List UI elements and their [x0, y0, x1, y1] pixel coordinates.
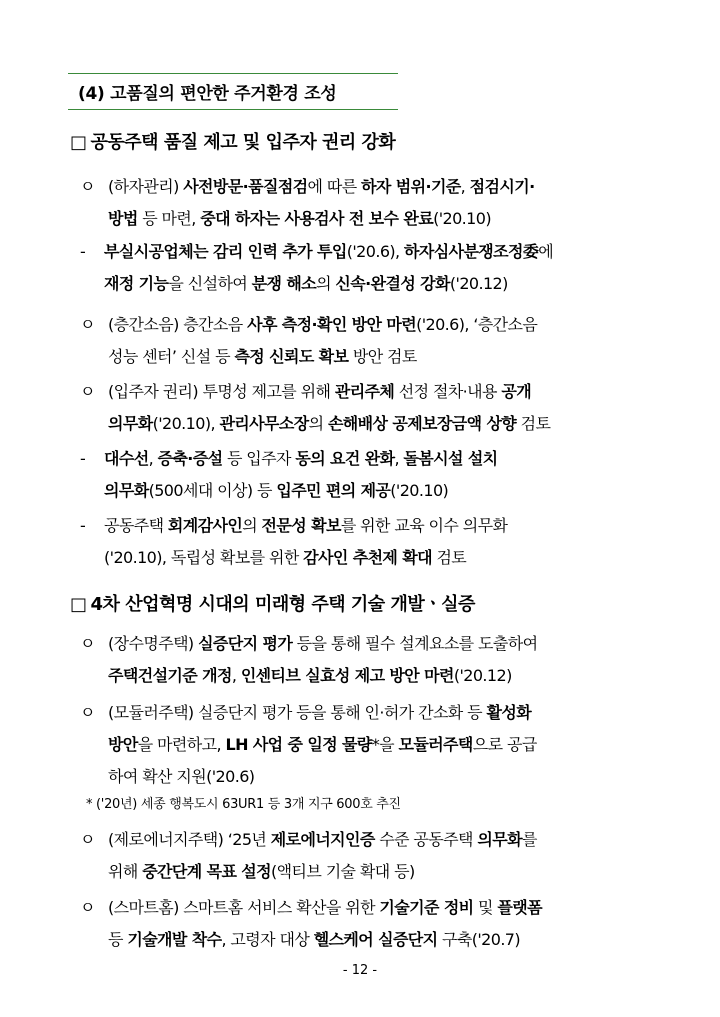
item-text: (스마트홈) 스마트홈 서비스 확산을 위한 기술기준 정비 및 플랫폼 등 기술개발 착수, 고령자 대상 헬스케어 실증단지 구축('20.7) — [108, 898, 542, 949]
item-text: (모듈러주택) 실증단지 평가 등을 통해 인·허가 간소화 등 활성화 방안을 마련하고, LH 사업 중 일정 물량*을 모듈러주택으로 공급 하여 확산 지원('20.6) — [108, 703, 537, 786]
item-text: 공동주택 회계감사인의 전문성 확보를 위한 교육 이수 의무화 ('20.10), 독립성 확보를 위한 감사인 추천제 확대 검토 — [104, 516, 508, 567]
dash-marker: - — [80, 449, 86, 468]
bullet-marker: ㅇ — [80, 830, 95, 849]
page-number: - 12 - — [342, 963, 378, 978]
bullet-marker: ㅇ — [80, 315, 95, 334]
item-text: 대수선, 증축·증설 등 입주자 동의 요건 완화, 돌봄시설 설치 의무화(500세대 이상) 등 입주민 편의 제공('20.10) — [104, 449, 498, 500]
list-item — [80, 824, 655, 881]
footnote: * ('20년) 세종 행복도시 63UR1 등 3개 지구 600호 추진 — [86, 797, 401, 812]
item-text: 부실시공업체는 감리 인력 추가 투입('20.6), 하자심사분쟁조정委에 재정 기능을 신설하여 분쟁 해소의 신속·완결성 강화('20.12) — [104, 242, 554, 293]
bullet-marker: ㅇ — [80, 898, 95, 917]
bullet-marker: ㅇ — [80, 177, 95, 196]
list-item — [80, 697, 655, 786]
bullet-marker: ㅇ — [80, 634, 95, 653]
item-text: (제로에너지주택) ‘25년 제로에너지인증 수준 공동주택 의무화를 위해 중간단계 목표 설정(액티브 기술 확대 등) — [108, 830, 537, 881]
list-item — [80, 892, 655, 949]
item-text: (장수명주택) 실증단지 평가 등을 통해 필수 설계요소를 도출하여 주택건설기준 개정, 인센티브 실효성 제고 방안 마련('20.12) — [108, 634, 538, 685]
bullet-marker: ㅇ — [80, 382, 95, 401]
list-item — [80, 236, 655, 293]
list-item — [80, 443, 655, 500]
list-item — [80, 309, 655, 366]
checkbox-square-icon: □ — [70, 594, 87, 615]
checkbox-square-icon: □ — [70, 132, 87, 153]
bullet-marker: ㅇ — [80, 703, 95, 722]
dash-marker: - — [80, 242, 86, 261]
section-title: (4) 고품질의 편안한 주거환경 조성 — [68, 73, 398, 110]
subsection-title-2: □ 4차 산업혁명 시대의 미래형 주택 기술 개발ㆍ실증 — [70, 594, 475, 615]
list-item — [80, 171, 655, 228]
subsection-title-1: □ 공동주택 품질 제고 및 입주자 권리 강화 — [70, 132, 396, 153]
item-text: (하자관리) 사전방문·품질점검에 따른 하자 범위·기준, 점검시기· 방법 등 마련, 중대 하자는 사용검사 전 보수 완료('20.10) — [108, 177, 535, 228]
item-text: (입주자 권리) 투명성 제고를 위해 관리주체 선정 절차·내용 공개 의무화('20.10), 관리사무소장의 손해배상 공제보장금액 상향 검토 — [108, 382, 551, 433]
dash-marker: - — [80, 516, 86, 535]
list-item — [80, 510, 655, 567]
list-item — [80, 376, 655, 433]
list-item — [80, 628, 655, 685]
item-text: (층간소음) 층간소음 사후 측정·확인 방안 마련('20.6), ‘층간소음 성능 센터’ 신설 등 측정 신뢰도 확보 방안 검토 — [108, 315, 538, 366]
